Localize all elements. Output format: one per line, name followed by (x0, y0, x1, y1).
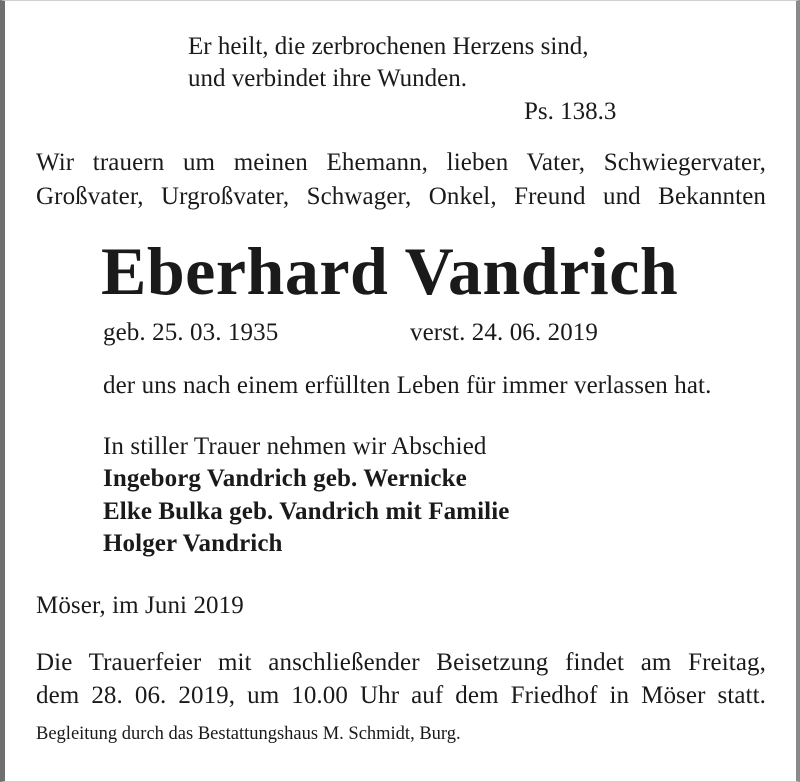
place-date: Möser, im Juni 2019 (36, 592, 244, 619)
funeral-home-note: Begleitung durch das Bestattungshaus M. Schmidt, Burg. (36, 724, 461, 744)
birth-date: geb. 25. 03. 1935 (103, 319, 279, 346)
intro-line-1: Wir trauern um meinen Ehemann, lieben Vater, Schwiegervater, (36, 149, 766, 176)
verse-reference: Ps. 138.3 (524, 98, 617, 125)
mourner-name: Ingeborg Vandrich geb. Wernicke (103, 465, 467, 492)
verse-line-1: Er heilt, die zerbrochenen Herzens sind, (188, 33, 589, 60)
tribute-line: der uns nach einem erfüllten Leben für immer verlassen hat. (103, 372, 712, 399)
verse-line-2: und verbindet ihre Wunden. (188, 65, 468, 92)
intro-line-2: Großvater, Urgroßvater, Schwager, Onkel, Freund und Bekannten (36, 183, 766, 210)
funeral-line-2: dem 28. 06. 2019, um 10.00 Uhr auf dem Friedhof in Möser statt. (36, 682, 766, 709)
deceased-name: Eberhard Vandrich (101, 233, 679, 309)
funeral-line-1: Die Trauerfeier mit anschließender Beisetzung findet am Freitag, (36, 649, 766, 676)
mourners-intro: In stiller Trauer nehmen wir Abschied (103, 433, 487, 460)
mourner-name: Elke Bulka geb. Vandrich mit Familie (103, 498, 510, 525)
death-date: verst. 24. 06. 2019 (410, 319, 598, 346)
mourner-name: Holger Vandrich (103, 530, 283, 557)
